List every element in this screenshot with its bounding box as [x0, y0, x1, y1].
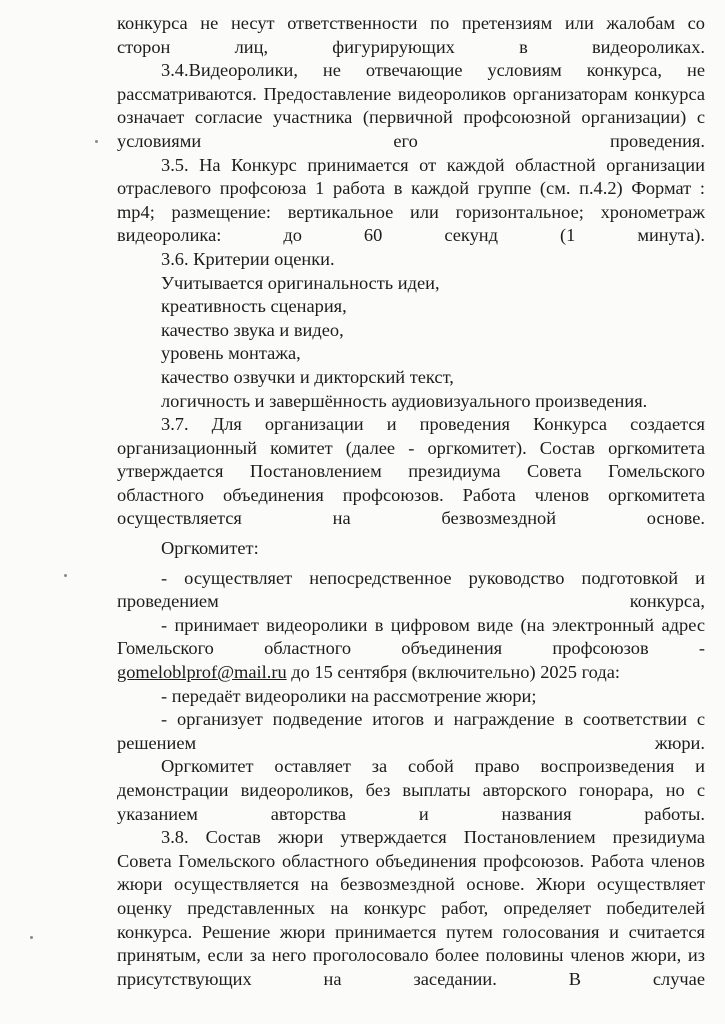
scan-speck [95, 140, 98, 143]
text-line: уровень монтажа, [161, 343, 301, 364]
paragraph: Оргкомитет оставляет за собой право воспроизведения и демонстрации видеороликов, без выплаты авторского гонорара, но с указанием авторства и названия работы. [117, 756, 705, 824]
paragraph: - принимает видеоролики в цифровом виде (на электронный адрес Гомельского областного объединения профсоюзов - [117, 614, 705, 659]
text-line: креативность сценария, [161, 296, 347, 317]
paragraph: - осуществляет непосредственное руководство подготовкой и проведением конкурса, [117, 567, 705, 612]
text-line: - передаёт видеоролики на рассмотрение жюри; [161, 685, 537, 706]
scan-speck [64, 574, 67, 577]
email-link[interactable]: gomeloblprof@mail.ru [117, 662, 287, 683]
text-line: Оргкомитет: [161, 538, 259, 559]
paragraph: 3.7. Для организации и проведения Конкурса создается организационный комитет (далее - оргкомитет). Состав оргкомитета утверждается Постановлением президиума Совета Гомельского областного объединения профсоюзов. Работа членов оргкомитета осуществляется на безвозмездной основе. [117, 414, 705, 529]
paragraph: конкурса не несут ответственности по претензиям или жалобам со сторон лиц, фигурирующих в видеороликах. [117, 13, 705, 57]
text-line: Учитывается оригинальность идеи, [161, 272, 440, 293]
paragraph: 3.8. Состав жюри утверждается Постановлением президиума Совета Гомельского областного объединения профсоюзов. Работа членов жюри осуществляется на безвозмездной основе. Жюри осуществляет оценку представленных на конкурс работ, определяет победителей конкурса. Решение жюри принимается путем голосования и считается принятым, если за него проголосовало более половины членов жюри, из присутствующих на заседании. В случае [117, 827, 705, 989]
paragraph: 3.5. На Конкурс принимается от каждой областной организации отраслевого профсоюза 1 работа в каждой группе (см. п.4.2) Формат : mp4; размещение: вертикальное или горизонтальное; хронометраж видеоролика: до 60 секунд (1 минута). [117, 154, 705, 246]
text-line: качество звука и видео, [161, 319, 344, 340]
paragraph: 3.4.Видеоролики, не отвечающие условиям конкурса, не рассматриваются. Предоставление видеороликов организаторам конкурса означает согласие участника (первичной профсоюзной организации) с условиями его проведения. [117, 60, 705, 151]
text-line: качество озвучки и дикторский текст, [161, 366, 454, 387]
email-line [117, 661, 705, 685]
email-line-text: до 15 сентября (включительно) 2025 года: [286, 662, 620, 683]
text-line: 3.6. Критерии оценки. [161, 248, 335, 269]
paragraph: - организует подведение итогов и награждение в соответствии с решением жюри. [117, 709, 705, 753]
scan-speck [30, 936, 33, 939]
text-line: логичность и завершённость аудиовизуального произведения. [161, 390, 648, 411]
